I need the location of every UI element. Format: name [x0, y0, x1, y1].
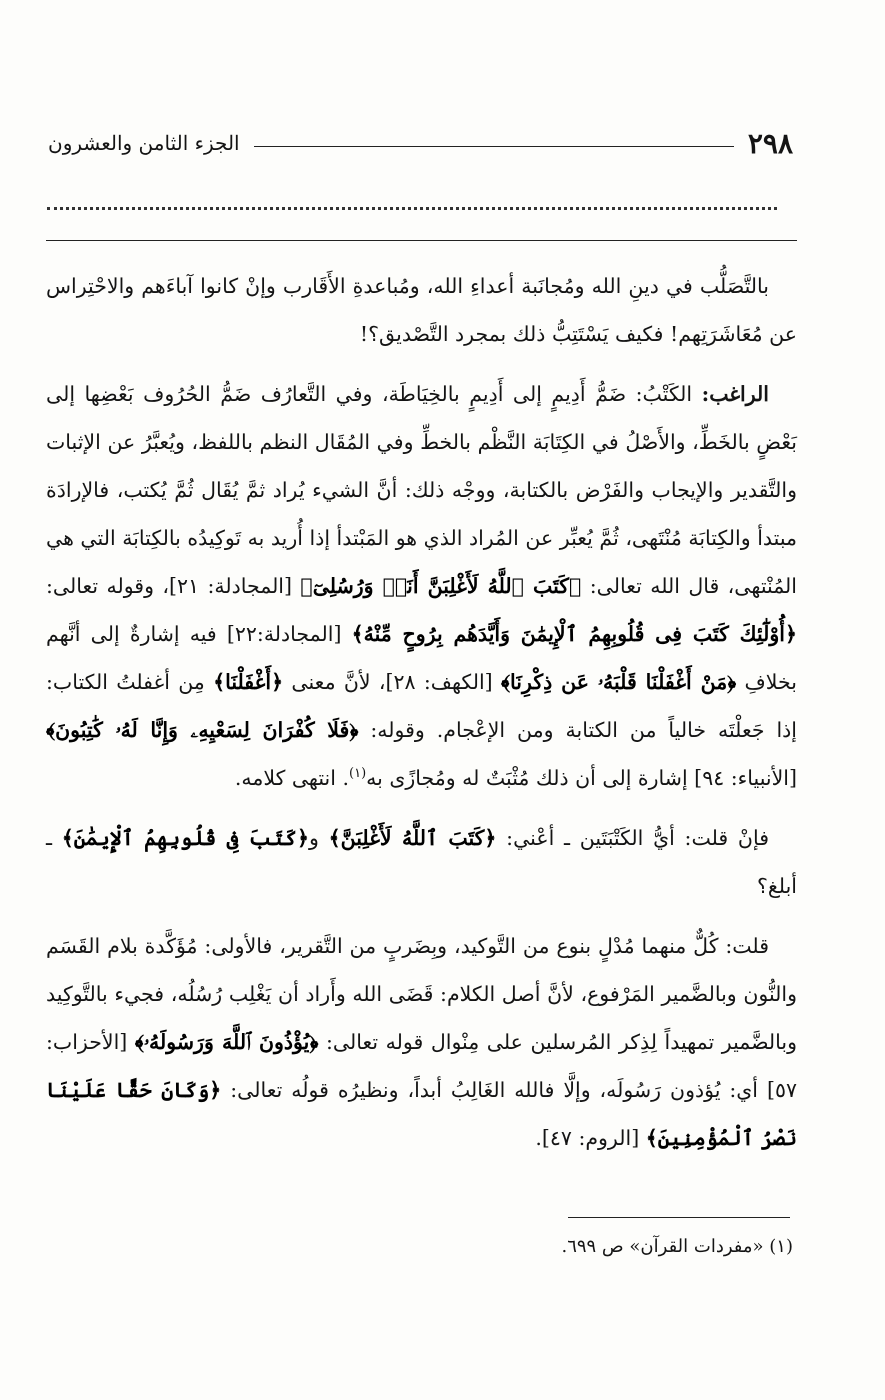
text-run: قلت: كُلٌّ منهما مُدْلٍ بنوع من التَّوكيد، وبِضَربٍ من التَّقرير، فالأولى: مُؤَكَّدة بلام القَسَم والنُّون وبالضَّمير المَرْفوع، لأنَّ أصل الكلام: قَضَى الله وأَراد أن يَغْلِب رُسُلُه، فجيء بالتَّوكِيد وبالضَّمير تمهيداً لِذِكر المُرسلين على مِنْوال قوله تعالى: — [46, 934, 797, 1054]
quran-quote: ﴿كَتَبَ ٱللَّهُ لَأَغْلِبَنَّ أَنَا۠ وَرُسُلِىٓ﴾ — [300, 574, 582, 598]
text-run: [الكهف: ٢٨]، لأنَّ معنى — [283, 670, 501, 694]
paragraph-4 — [46, 922, 797, 1162]
paragraph-2 — [46, 370, 797, 802]
text-run: مِن أغفلتُ الكتاب: إذا جَعلْتَه خالياً من الكتابة ومن الإعْجام. وقوله: — [46, 670, 797, 742]
text-run: و — [308, 826, 329, 850]
text-run: [الروم: ٤٧]. — [535, 1126, 646, 1150]
quran-quote: ﴿فَلَا كُفْرَانَ لِسَعْيِهِۦ وَإِنَّا لَهُۥ كَٰتِبُونَ﴾ — [46, 718, 359, 742]
page-number: ٢٩٨ — [747, 126, 793, 160]
page-header — [48, 118, 793, 168]
text-run: [المجادلة: ٢١]، وقوله تعالى: — [46, 574, 301, 598]
quran-quote: ﴿أَغْفَلْنَا﴾ — [213, 670, 284, 694]
quran-quote: ﴿يُؤْذُونَ ٱللَّهَ وَرَسُولَهُۥ﴾ — [134, 1030, 319, 1054]
footnote-rule — [568, 1217, 790, 1218]
text-run: الراغب: — [701, 382, 769, 406]
footnote-ref: (١) — [349, 766, 367, 782]
body-text — [46, 262, 797, 1174]
quran-quote: ﴿أُوْلَٰٓئِكَ كَتَبَ فِى قُلُوبِهِمُ ٱلْإِيمَٰنَ وَأَيَّدَهُم بِرُوحٍ مِّنْهُ﴾ — [351, 622, 797, 646]
paragraph-1 — [46, 262, 797, 358]
text-run: . انتهى كلامه. — [234, 766, 349, 790]
header-rule — [254, 146, 734, 147]
quran-quote: ﴿وَكَانَ حَقًّا عَلَيْنَا نَصْرُ ٱلْمُؤْمِنِينَ﴾ — [46, 1078, 797, 1150]
quran-quote: ﴿مَنْ أَغْفَلْنَا قَلْبَهُۥ عَن ذِكْرِنَا﴾ — [500, 670, 737, 694]
running-title: الجزء الثامن والعشرون — [48, 131, 240, 155]
paragraph-3 — [46, 814, 797, 910]
text-run: [الأحزاب: ٥٧] أي: يُؤذون رَسُولَه، وإلَّا فالله الغَالِبُ أبداً، ونظيرُه قولُه تعالى: — [46, 1030, 797, 1102]
top-rule — [46, 240, 797, 241]
text-run: [المجادلة:٢٢] فيه إشارةٌ إلى أنَّهم بخلافِ — [46, 622, 797, 694]
text-run: فإنْ قلت: أيُّ الكَتْبَتَين ـ أعْني: — [496, 826, 769, 850]
text-run: بالتَّصَلُّب في دينِ الله ومُجانَبة أعداءِ الله، ومُباعدةِ الأَقَارب وإنْ كانوا آباءَهم والاحْتِراس عن مُعَاشَرَتِهم! فكيف يَسْتَتِبُّ ذلك بمجرد التَّصْديق؟! — [46, 274, 797, 346]
quran-quote: ﴿كَتَبَ فِى قُلُوبِهِمُ ٱلْإِيمَٰنَ﴾ — [61, 826, 309, 850]
dotted-separator — [47, 207, 777, 210]
text-run: [الأنبياء: ٩٤] إشارة إلى أن ذلك مُثْبَتٌ له ومُجازًى به — [366, 766, 797, 790]
text-run: ـ أبلغ؟ — [46, 826, 797, 898]
text-run: الكَتْبُ: ضَمُّ أَدِيمٍ إلى أَدِيمٍ بالخِيَاطَة، وفي التَّعارُف ضَمُّ الحُرُوف بَعْضِها إلى بَعْضٍ بالخَطِّ، والأَصْلُ في الكِتَابَة النَّظْم بالخطِّ وفي المُقَال النظم باللفظ، ويُعبَّرُ عن الإثبات والتَّقدير والإيجاب والفَرْض بالكتابة، ووجْه ذلك: أنَّ الشيء يُراد ثمَّ يُقَال ثُمَّ يُكتب، فالإرادَة مبتدأ والكِتابَة مُنْتَهى، ثُمَّ يُعبِّر عن المُراد الذي هو المَبْتدأ إذا أُريد به تَوكِيدُه بالكِتابَة التي هي المُنْتهى، قال الله تعالى: — [46, 382, 797, 598]
quran-quote: ﴿كَتَبَ ٱللَّهُ لَأَغْلِبَنَّ﴾ — [328, 826, 497, 850]
footnote-1: (١) «مفردات القرآن» ص ٦٩٩. — [561, 1236, 793, 1257]
